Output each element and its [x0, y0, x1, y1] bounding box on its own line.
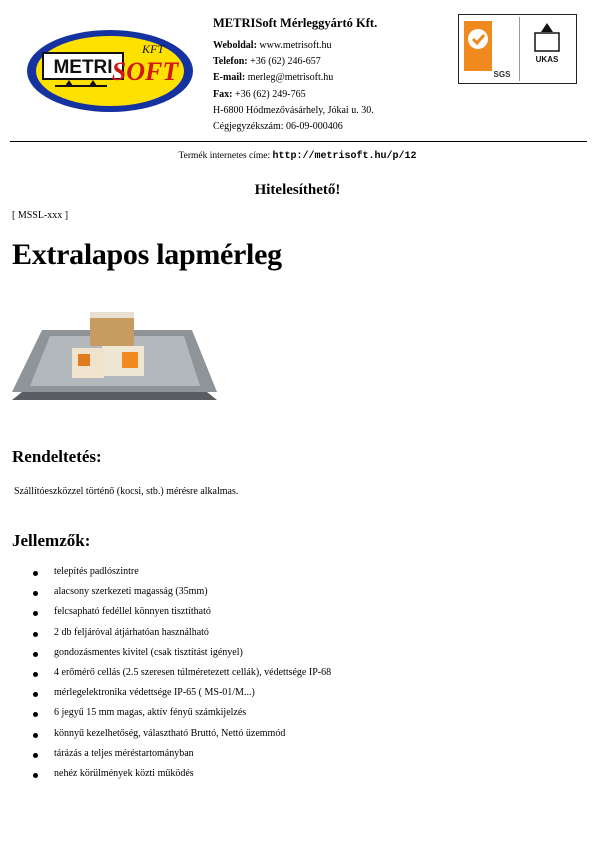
- list-item: felcsapható fedéllel könnyen tisztítható: [0, 606, 331, 626]
- svg-text:SGS: SGS: [493, 70, 511, 79]
- svg-text:SOFT: SOFT: [111, 57, 179, 86]
- company-logo: [25, 28, 195, 114]
- header-divider: [10, 141, 587, 142]
- contact-fax: Fax: +36 (62) 249-765: [213, 88, 306, 100]
- bullet-icon: [33, 652, 38, 657]
- list-item: 4 erőmérő cellás (2.5 szeresen túlméretezett cellák), védettsége IP-68: [0, 667, 331, 687]
- purpose-text: Szállítóeszközzel történő (kocsi, stb.) mérésre alkalmas.: [14, 486, 239, 497]
- bullet-icon: [33, 591, 38, 596]
- product-code: [ MSSL-xxx ]: [12, 210, 69, 221]
- contact-email: E-mail: merleg@metrisoft.hu: [213, 72, 334, 84]
- certifiable-notice: Hitelesíthető!: [254, 182, 341, 198]
- purpose-heading: Rendeltetés:: [12, 447, 102, 466]
- bullet-icon: [33, 672, 38, 677]
- product-url-line: Termék internetes címe: http://metrisoft.hu/p/12: [178, 151, 417, 162]
- scale-product-photo: [12, 302, 217, 422]
- list-item: 6 jegyű 15 mm magas, aktív fényű számkijelzés: [0, 707, 331, 727]
- bullet-icon: [33, 712, 38, 717]
- certification-badges: [458, 14, 577, 84]
- list-item: tárázás a teljes méréstartományban: [0, 748, 331, 768]
- contact-info: [213, 38, 374, 135]
- bullet-icon: [33, 632, 38, 637]
- list-item: könnyű kezelhetőség, választható Bruttó, Nettó üzemmód: [0, 728, 331, 748]
- bullet-icon: [33, 753, 38, 758]
- contact-address: H-6800 Hódmezővásárhely, Jókai u. 30.: [213, 104, 374, 116]
- bullet-icon: [33, 692, 38, 697]
- contact-web: Weboldal: www.metrisoft.hu: [213, 40, 332, 51]
- sgs-cert-icon: [461, 17, 516, 81]
- svg-text:UKAS: UKAS: [535, 55, 559, 64]
- svg-text:METRI: METRI: [53, 57, 113, 78]
- features-list: [0, 566, 331, 788]
- page-title: Extralapos lapmérleg: [12, 238, 282, 271]
- contact-phone: Telefon: +36 (62) 246-657: [213, 56, 321, 68]
- list-item: alacsony szerkezeti magasság (35mm): [0, 586, 331, 606]
- svg-text:KFT: KFT: [141, 42, 165, 56]
- bullet-icon: [33, 733, 38, 738]
- bullet-icon: [33, 773, 38, 778]
- list-item: telepítés padlószintre: [0, 566, 331, 586]
- list-item: mérlegelektronika védettsége IP-65 ( MS-01/M...): [0, 687, 331, 707]
- list-item: gondozásmentes kivitel (csak tisztítást igényel): [0, 647, 331, 667]
- list-item: nehéz körülmények közti működés: [0, 768, 331, 788]
- ukas-cert-icon: [519, 17, 574, 81]
- product-url-link[interactable]: http://metrisoft.hu/p/12: [272, 151, 417, 162]
- list-item: 2 db feljáróval átjárhatóan használható: [0, 627, 331, 647]
- bullet-icon: [33, 611, 38, 616]
- features-heading: Jellemzők:: [12, 531, 91, 550]
- bullet-icon: [33, 571, 38, 576]
- contact-registry: Cégjegyzékszám: 06-09-000406: [213, 121, 343, 133]
- company-name: METRISoft Mérleggyártó Kft.: [213, 16, 378, 30]
